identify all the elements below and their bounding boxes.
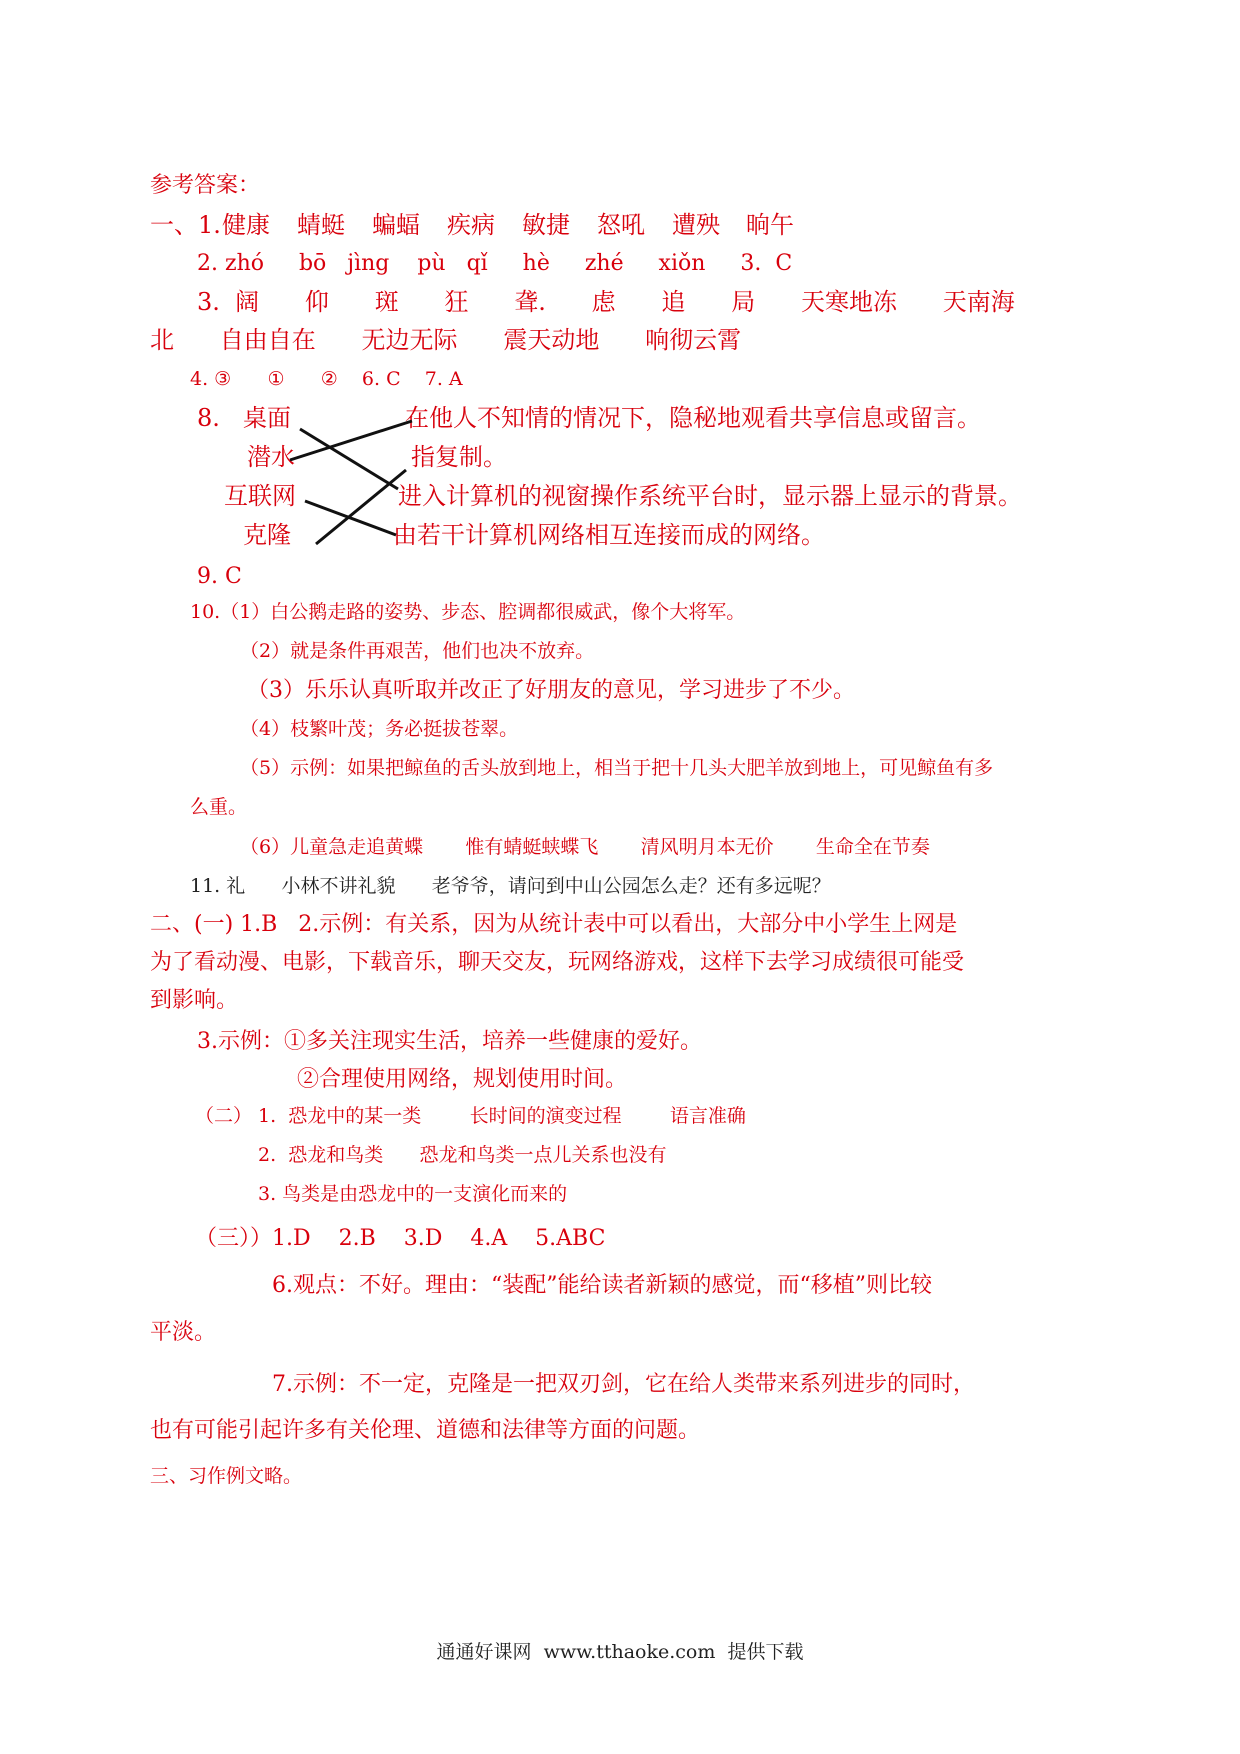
q1-word: 怒吼 bbox=[597, 211, 645, 239]
part2-sec3-q6: 平淡。 bbox=[150, 1320, 217, 1345]
q8-right-definition: 指复制。 bbox=[411, 443, 507, 471]
q1-word: 蜻蜓 bbox=[297, 211, 345, 239]
q1-word: 蝙蝠 bbox=[372, 211, 420, 239]
q1-word: 遭殃 bbox=[672, 211, 720, 239]
connector-line bbox=[300, 429, 398, 489]
q10-item: 10.（1）白公鹅走路的姿势、步态、腔调都很威武，像个大将军。 bbox=[190, 601, 746, 623]
q8-left-term: 克隆 bbox=[243, 521, 291, 549]
q8-right-definition: 由若干计算机网络相互连接而成的网络。 bbox=[393, 521, 825, 549]
part2-sec1-line: 为了看动漫、电影，下载音乐，聊天交友，玩网络游戏，这样下去学习成绩很可能受 bbox=[150, 950, 965, 975]
part2-sec1-q3: 3.示例：①多关注现实生活，培养一些健康的爱好。 bbox=[197, 1029, 702, 1054]
q1-word: 敏捷 bbox=[522, 211, 570, 239]
part2-sec2-line: 3. 鸟类是由恐龙中的一支演化而来的 bbox=[258, 1183, 568, 1205]
part2-sec2-line: （二） 1. 恐龙中的某一类 长时间的演变过程 语言准确 bbox=[195, 1105, 746, 1127]
part2-sec3-line: （三））1.D 2.B 3.D 4.A 5.ABC bbox=[195, 1226, 606, 1251]
q1-word: 疾病 bbox=[447, 211, 495, 239]
q10-item: （4）枝繁叶茂；务必挺拔苍翠。 bbox=[240, 718, 519, 740]
part2-sec1-line: 到影响。 bbox=[150, 988, 239, 1013]
q1-word: 健康 bbox=[222, 211, 270, 239]
q8-right-definition: 进入计算机的视窗操作系统平台时，显示器上显示的背景。 bbox=[398, 482, 1022, 510]
q9-answer: 9. C bbox=[197, 564, 242, 589]
heading: 参考答案： bbox=[150, 173, 261, 198]
connector-line bbox=[290, 421, 412, 460]
connector-line bbox=[305, 501, 396, 535]
part2-sec1-q3: ②合理使用网络，规划使用时间。 bbox=[297, 1067, 628, 1092]
q8-left-term: 潜水 bbox=[247, 443, 295, 471]
part2-sec3-q7: 7.示例：不一定，克隆是一把双刃剑，它在给人类带来系列进步的同时， bbox=[272, 1372, 975, 1397]
part2-sec2-line: 2. 恐龙和鸟类 恐龙和鸟类一点儿关系也没有 bbox=[258, 1144, 667, 1166]
q11-answer: 11. 礼 小林不讲礼貌 老爷爷，请问到中山公园怎么走？还有多远呢？ bbox=[190, 875, 831, 897]
part3-line: 三、习作例文略。 bbox=[150, 1465, 303, 1487]
q2-pinyin: 2. zhó bō jìng pù qǐ hè zhé xiǒn 3. C bbox=[197, 251, 793, 276]
q10-item: （2）就是条件再艰苦，他们也决不放弃。 bbox=[240, 640, 595, 662]
q4-7-answers: 4. ③ ① ② 6. C 7. A bbox=[190, 368, 463, 390]
q1-prefix: 一、1. bbox=[150, 211, 221, 239]
q3-line1: 3. 阔 仰 斑 狂 聋. 虑 追 局 天寒地冻 天南海 bbox=[197, 288, 1015, 316]
q10-item: （3）乐乐认真听取并改正了好朋友的意见，学习进步了不少。 bbox=[247, 678, 855, 703]
q10-item: （6）儿童急走追黄蝶 惟有蜻蜓蛱蝶飞 清风明月本无价 生命全在节奏 bbox=[240, 836, 930, 858]
footer-credit: 通通好课网 www.tthaoke.com 提供下载 bbox=[436, 1641, 804, 1663]
q3-line2: 北 自由自在 无边无际 震天动地 响彻云霄 bbox=[150, 326, 742, 354]
part2-sec3-q7: 也有可能引起许多有关伦理、道德和法律等方面的问题。 bbox=[150, 1418, 701, 1443]
q8-number: 8. bbox=[197, 404, 220, 432]
q8-right-definition: 在他人不知情的情况下，隐秘地观看共享信息或留言。 bbox=[405, 404, 981, 432]
part2-sec1-line: 二、(一) 1.B 2.示例：有关系，因为从统计表中可以看出，大部分中小学生上网是 bbox=[150, 912, 958, 937]
q10-item: 么重。 bbox=[190, 796, 248, 818]
q8-left-term: 桌面 bbox=[243, 404, 291, 432]
part2-sec3-q6: 6.观点：不好。理由：“装配”能给读者新颖的感觉，而“移植”则比较 bbox=[272, 1273, 932, 1298]
q1-word: 晌午 bbox=[746, 211, 794, 239]
q10-item: （5）示例：如果把鲸鱼的舌头放到地上，相当于把十几头大肥羊放到地上，可见鲸鱼有多 bbox=[240, 757, 994, 779]
q8-left-term: 互联网 bbox=[224, 482, 296, 510]
